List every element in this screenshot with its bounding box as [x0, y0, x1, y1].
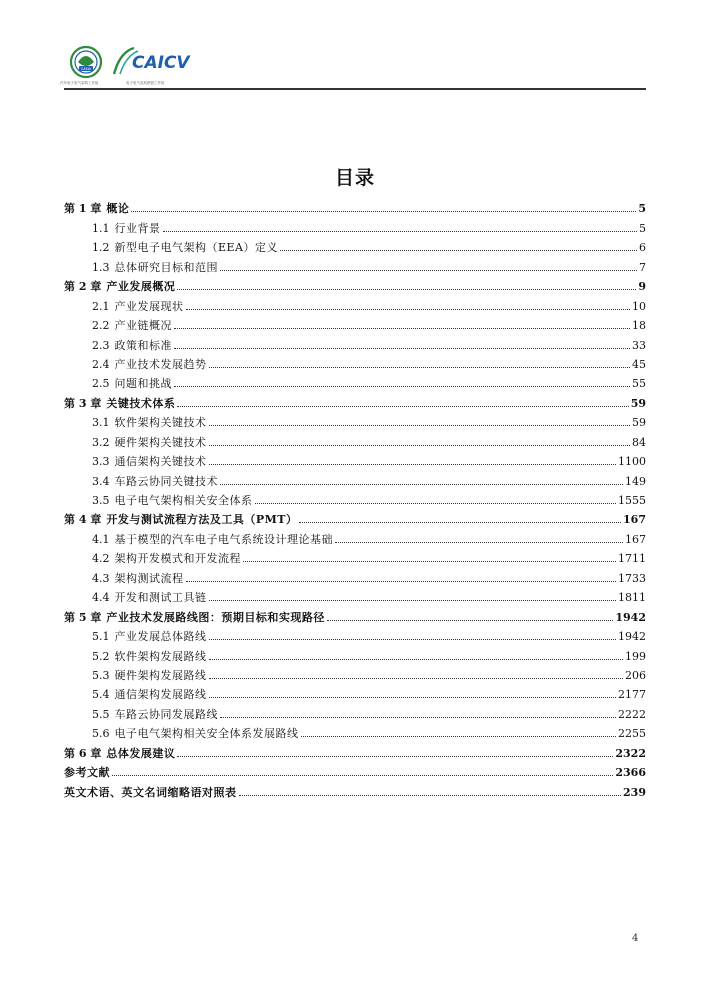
toc-entry-title: 英文术语、英文名词缩略语对照表 [64, 785, 237, 799]
toc-entry-number: 3.1 [92, 416, 110, 430]
toc-entry-page: 59 [632, 416, 646, 430]
toc-section-entry[interactable] [64, 429, 646, 448]
toc-entry-page: 2222 [618, 707, 646, 721]
toc-entry-title: 产业技术发展趋势 [114, 357, 207, 371]
toc-entry-number: 5.6 [92, 727, 110, 741]
toc-entry-label [92, 552, 241, 565]
toc-entry-title: 关键技术体系 [106, 396, 176, 410]
toc-entry-title: 车路云协同发展路线 [114, 707, 218, 721]
toc-entry-label [92, 319, 172, 332]
toc-entry-number: 2.1 [92, 299, 110, 313]
toc-chapter-entry[interactable] [64, 196, 646, 215]
toc-entry-title: 产业技术发展路线图：预期目标和实现路径 [106, 610, 325, 624]
toc-section-entry[interactable] [64, 468, 646, 487]
toc-section-entry[interactable] [64, 293, 646, 312]
toc-section-entry[interactable] [64, 332, 646, 351]
toc-entry-page: 5 [638, 202, 646, 216]
toc-leader-dots [209, 659, 624, 660]
page-number: 4 [632, 933, 639, 944]
toc-entry-number: 2.5 [92, 377, 110, 391]
toc-section-entry[interactable] [64, 701, 646, 720]
toc-entry-page: 1733 [618, 571, 646, 585]
toc-section-entry[interactable] [64, 352, 646, 371]
toc-entry-label [64, 611, 325, 624]
toc-entry-number: 4.1 [92, 532, 110, 546]
toc-entry-label [92, 669, 207, 682]
toc-leader-dots [209, 697, 617, 698]
toc-section-entry[interactable] [64, 313, 646, 332]
logo-caption-left: 汽车电子电气架构工作组 [60, 81, 99, 85]
toc-leader-dots [177, 756, 613, 757]
toc-section-entry[interactable] [64, 624, 646, 643]
toc-entry-title: 车路云协同关键技术 [114, 474, 218, 488]
toc-leader-dots [220, 270, 637, 271]
toc-leader-dots [209, 425, 631, 426]
toc-entry-number: 5.1 [92, 630, 110, 644]
toc-entry-page: 7 [639, 260, 646, 274]
toc-section-entry[interactable] [64, 546, 646, 565]
toc-entry-label [64, 513, 297, 526]
toc-leader-dots [174, 348, 630, 349]
toc-section-entry[interactable] [64, 235, 646, 254]
toc-entry-page: 1100 [618, 455, 646, 469]
toc-entry-title: 基于模型的汽车电子电气系统设计理论基础 [114, 532, 333, 546]
toc-section-entry[interactable] [64, 449, 646, 468]
toc-entry-label [64, 786, 237, 799]
toc-title: 目录 [334, 167, 375, 189]
toc-entry-number: 1.2 [92, 241, 110, 255]
toc-leader-dots [112, 775, 613, 776]
toc-entry-number: 2.2 [92, 319, 110, 333]
toc-entry-title: 产业发展概况 [106, 280, 176, 294]
toc-entry-page: 33 [632, 338, 646, 352]
toc-entry-label [92, 494, 253, 507]
toc-entry-page: 59 [630, 396, 646, 410]
toc-entry-label [64, 766, 110, 779]
toc-entry-title: 参考文献 [64, 766, 110, 780]
toc-leader-dots [177, 289, 636, 290]
toc-entry-title: 产业发展现状 [114, 299, 184, 313]
toc-entry-title: 概论 [106, 202, 130, 216]
toc-entry-label [92, 591, 207, 604]
toc-entry-label [92, 688, 207, 701]
toc-section-entry[interactable] [64, 254, 646, 273]
logo-caption-right: 电子电气架构联盟工作组 [126, 81, 165, 85]
toc-chapter-entry[interactable] [64, 779, 646, 798]
toc-leader-dots [335, 542, 623, 543]
toc-leader-dots [163, 231, 638, 232]
toc-entry-title: 电子电气架构相关安全体系发展路线 [114, 727, 299, 741]
toc-leader-dots [209, 445, 631, 446]
toc-section-entry[interactable] [64, 643, 646, 662]
toc-entry-title: 通信架构发展路线 [114, 688, 207, 702]
toc-section-entry[interactable] [64, 526, 646, 545]
logo-wordmark: CAICV [132, 53, 190, 73]
toc-entry-page: 18 [632, 319, 646, 333]
toc-entry-title: 问题和挑战 [114, 377, 172, 391]
toc-chapter-entry[interactable] [64, 740, 646, 759]
toc-section-entry[interactable] [64, 215, 646, 234]
toc-entry-title: 开发与测试流程方法及工具（PMT） [106, 513, 298, 527]
toc-section-entry[interactable] [64, 721, 646, 740]
toc-entry-page: 1942 [615, 610, 646, 624]
toc-entry-label [92, 358, 207, 371]
toc-entry-page: 1942 [618, 630, 646, 644]
toc-entry-number: 4.3 [92, 571, 110, 585]
toc-entry-page: 2177 [618, 688, 646, 702]
toc-entry-page: 2366 [615, 766, 646, 780]
toc-leader-dots [174, 328, 630, 329]
toc-leader-dots [301, 736, 617, 737]
toc-entry-label [92, 222, 161, 235]
toc-entry-page: 167 [623, 513, 646, 527]
toc-leader-dots [243, 561, 616, 562]
toc-entry-page: 1555 [618, 494, 646, 507]
toc-entry-label [64, 397, 175, 410]
toc-entry-label [92, 455, 207, 468]
toc-entry-title: 开发和测试工具链 [114, 591, 207, 605]
toc-entry-number: 3.3 [92, 455, 110, 469]
toc-entry-page: 10 [632, 299, 646, 313]
toc-entry-number: 第 5 章 [64, 610, 102, 624]
toc-entry-number: 第 1 章 [64, 202, 102, 216]
toc-entry-title: 产业发展总体路线 [114, 630, 207, 644]
toc-entry-title: 新型电子电气架构（EEA）定义 [114, 241, 279, 255]
toc-entry-title: 架构测试流程 [114, 571, 184, 585]
toc-entry-number: 5.2 [92, 649, 110, 663]
toc-entry-number: 5.4 [92, 688, 110, 702]
toc-section-entry[interactable] [64, 682, 646, 701]
toc-entry-page: 167 [625, 532, 646, 546]
toc-leader-dots [209, 367, 631, 368]
toc-entry-label [92, 339, 172, 352]
toc-entry-title: 软件架构发展路线 [114, 649, 207, 663]
toc-entry-number: 1.3 [92, 260, 110, 274]
toc-entry-label [92, 416, 207, 429]
toc-entry-page: 6 [639, 241, 646, 255]
toc-entry-label [64, 280, 175, 293]
toc-entry-label [92, 708, 218, 721]
toc-entry-title: 产业链概况 [114, 319, 172, 333]
toc-leader-dots [255, 503, 617, 504]
toc-entry-label [92, 533, 333, 546]
toc-entry-page: 239 [623, 785, 646, 799]
toc-entry-title: 硬件架构发展路线 [114, 668, 207, 682]
page-header [60, 44, 646, 90]
toc-entry-number: 2.3 [92, 338, 110, 352]
toc-entry-number: 2.4 [92, 357, 110, 371]
toc-entry-page: 5 [639, 221, 646, 235]
caicv-logo-icon [112, 46, 232, 76]
toc-chapter-entry[interactable] [64, 604, 646, 623]
toc-leader-dots [131, 211, 636, 212]
toc-entry-number: 第 3 章 [64, 396, 102, 410]
toc-entry-title: 硬件架构关键技术 [114, 435, 207, 449]
toc-entry-page: 9 [638, 280, 646, 294]
toc-leader-dots [299, 522, 621, 523]
toc-leader-dots [186, 309, 631, 310]
toc-entry-page: 45 [632, 357, 646, 371]
toc-entry-number: 5.5 [92, 707, 110, 721]
toc-leader-dots [239, 795, 622, 796]
toc-entry-number: 3.5 [92, 494, 110, 507]
toc-entry-page: 84 [632, 435, 646, 449]
toc-entry-number: 4.4 [92, 591, 110, 605]
toc-entry-title: 通信架构关键技术 [114, 455, 207, 469]
toc-section-entry[interactable] [64, 488, 646, 507]
toc-chapter-entry[interactable] [64, 507, 646, 526]
toc-entry-page: 2255 [618, 727, 646, 741]
toc-section-entry[interactable] [64, 371, 646, 390]
toc-entry-number: 5.3 [92, 668, 110, 682]
toc-entry-title: 总体研究目标和范围 [114, 260, 218, 274]
toc-entry-number: 第 2 章 [64, 280, 102, 294]
toc-leader-dots [209, 464, 617, 465]
toc-entry-label [64, 202, 129, 215]
toc-entry-title: 总体发展建议 [106, 746, 176, 760]
toc-entry-number: 1.1 [92, 221, 110, 235]
toc-entry-page: 149 [625, 474, 646, 488]
toc-entry-title: 架构开发模式和开发流程 [114, 552, 241, 566]
toc-entry-label [92, 727, 299, 740]
toc-leader-dots [209, 678, 624, 679]
toc-entry-label [92, 300, 184, 313]
toc-entry-number: 4.2 [92, 552, 110, 566]
toc-entry-label [92, 572, 184, 585]
toc-entry-page: 55 [632, 377, 646, 391]
toc-entry-title: 电子电气架构相关安全体系 [114, 494, 253, 507]
toc-entry-label [92, 377, 172, 390]
toc-entry-page: 1711 [618, 552, 646, 566]
toc-chapter-entry[interactable] [64, 390, 646, 409]
toc-section-entry[interactable] [64, 410, 646, 429]
toc-entry-number: 第 4 章 [64, 513, 102, 527]
toc-entry-label [64, 747, 175, 760]
toc-section-entry[interactable] [64, 663, 646, 682]
toc-entry-title: 政策和标准 [114, 338, 172, 352]
toc-entry-label [92, 436, 207, 449]
table-of-contents [64, 196, 646, 799]
toc-leader-dots [174, 386, 630, 387]
toc-entry-label [92, 630, 207, 643]
toc-entry-title: 软件架构关键技术 [114, 416, 207, 430]
toc-entry-number: 3.4 [92, 474, 110, 488]
toc-section-entry[interactable] [64, 585, 646, 604]
toc-entry-number: 第 6 章 [64, 746, 102, 760]
toc-leader-dots [220, 717, 616, 718]
header-divider [64, 88, 646, 90]
toc-leader-dots [177, 406, 628, 407]
toc-leader-dots [220, 484, 623, 485]
toc-entry-title: 行业背景 [114, 221, 161, 235]
toc-entry-number: 3.2 [92, 435, 110, 449]
toc-leader-dots [280, 250, 637, 251]
toc-section-entry[interactable] [64, 565, 646, 584]
toc-entry-page: 199 [625, 649, 646, 663]
toc-leader-dots [209, 600, 617, 601]
toc-entry-page: 1811 [618, 591, 646, 605]
toc-entry-label [92, 261, 218, 274]
toc-leader-dots [209, 639, 617, 640]
toc-entry-label [92, 650, 207, 663]
toc-entry-page: 2322 [615, 746, 646, 760]
toc-chapter-entry[interactable] [64, 760, 646, 779]
logo-badge-text: CAEAI [80, 67, 92, 71]
toc-leader-dots [186, 581, 617, 582]
toc-entry-page: 206 [625, 668, 646, 682]
toc-entry-label [92, 475, 218, 488]
toc-chapter-entry[interactable] [64, 274, 646, 293]
toc-leader-dots [327, 620, 614, 621]
toc-entry-label [92, 241, 278, 254]
